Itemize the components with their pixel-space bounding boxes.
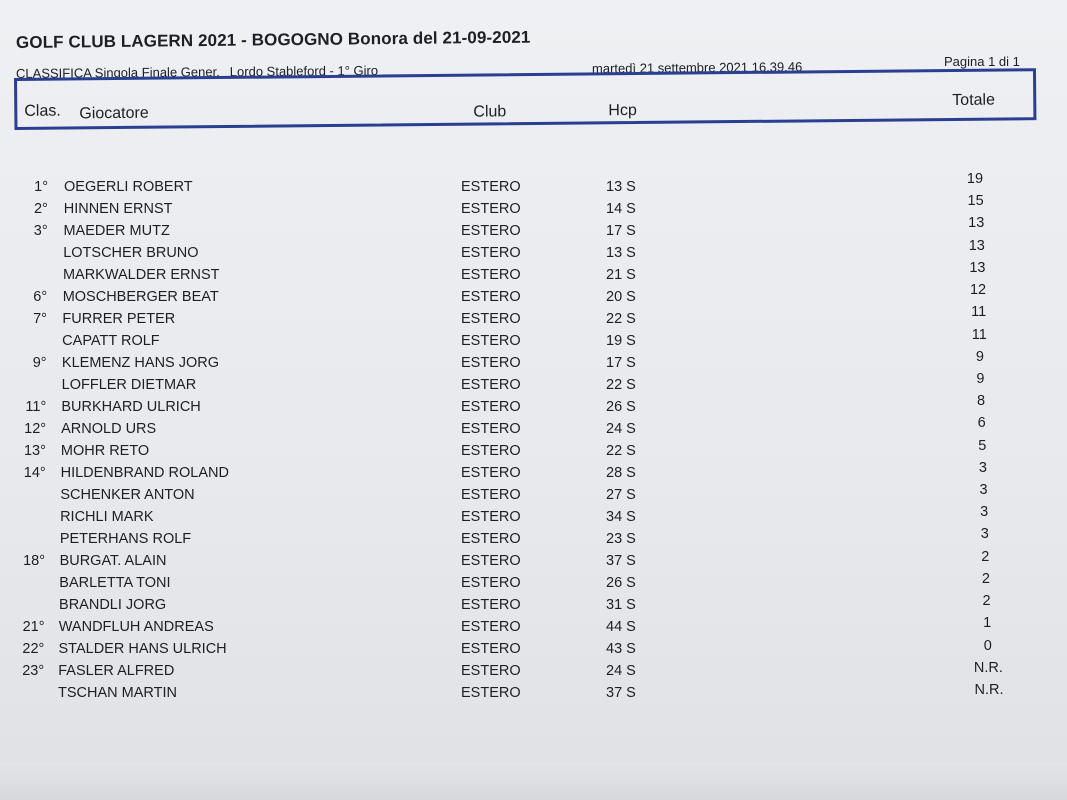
row-position: 23° <box>22 663 45 679</box>
row-total: 11 <box>971 326 987 343</box>
row-club: ESTERO <box>461 355 521 371</box>
table-row <box>0 259 1067 287</box>
row-total: 19 <box>966 171 984 187</box>
row-player-name: LOFFLER DIETMAR <box>61 377 197 393</box>
row-total: 9 <box>975 348 984 365</box>
row-total: 2 <box>981 548 990 565</box>
row-hcp: 37 S <box>606 685 636 701</box>
row-player-name: KLEMENZ HANS JORG <box>61 355 220 371</box>
row-club: ESTERO <box>461 465 521 481</box>
row-club: ESTERO <box>461 223 521 239</box>
row-player-name: LOTSCHER BRUNO <box>63 245 199 261</box>
row-position: 11° <box>25 399 47 415</box>
ranking-format: Lordo Stableford - 1° Giro <box>229 62 379 80</box>
row-player-name: WANDFLUH ANDREAS <box>58 619 214 635</box>
row-position: 14° <box>23 465 46 481</box>
row-club: ESTERO <box>461 179 521 195</box>
row-total: 2 <box>981 570 990 587</box>
row-hcp: 17 S <box>606 223 636 239</box>
row-player-name: STALDER HANS ULRICH <box>58 641 227 657</box>
row-club: ESTERO <box>461 619 521 635</box>
row-hcp: 44 S <box>606 619 636 635</box>
row-player-name: HILDENBRAND ROLAND <box>60 465 229 481</box>
row-club: ESTERO <box>461 399 521 415</box>
table-row <box>0 682 1067 705</box>
row-player-name: CAPATT ROLF <box>62 333 160 349</box>
row-position: 18° <box>23 553 46 569</box>
row-club: ESTERO <box>461 201 521 217</box>
page-number: Pagina 1 di 1 <box>944 54 1020 69</box>
row-total: N.R. <box>973 659 1003 676</box>
row-hcp: 31 S <box>606 597 636 613</box>
row-hcp: 20 S <box>606 289 636 305</box>
row-player-name: BARLETTA TONI <box>59 575 171 591</box>
row-hcp: 24 S <box>606 421 636 437</box>
row-club: ESTERO <box>461 245 521 261</box>
row-total: 13 <box>968 237 985 254</box>
row-club: ESTERO <box>461 333 521 349</box>
row-player-name: BURGAT. ALAIN <box>59 553 167 569</box>
row-hcp: 26 S <box>606 575 636 591</box>
row-club: ESTERO <box>461 377 521 393</box>
col-header-hcp: Hcp <box>608 102 637 120</box>
row-club: ESTERO <box>461 641 521 657</box>
row-player-name: MOSCHBERGER BEAT <box>62 289 219 305</box>
row-total: 8 <box>977 393 986 410</box>
ranking-type: CLASSIFICA Singola Finale Gener. <box>15 64 220 81</box>
row-total: 13 <box>968 215 985 232</box>
print-timestamp: martedì 21 settembre 2021 16.39.46 <box>591 59 803 76</box>
table-row <box>0 437 1067 463</box>
row-hcp: 13 S <box>606 245 636 261</box>
table-row <box>0 415 1067 441</box>
table-row <box>0 393 1067 419</box>
row-club: ESTERO <box>461 311 521 327</box>
row-position: 22° <box>22 641 45 657</box>
row-hcp: 43 S <box>606 641 636 657</box>
row-hcp: 22 S <box>606 443 636 459</box>
row-hcp: 37 S <box>606 553 636 569</box>
row-player-name: BURKHARD ULRICH <box>61 399 201 415</box>
row-club: ESTERO <box>461 575 521 591</box>
row-club: ESTERO <box>461 597 521 613</box>
row-position: 3° <box>33 223 48 239</box>
row-position: 7° <box>33 311 47 327</box>
table-row <box>0 570 1067 595</box>
row-total: 3 <box>980 526 989 543</box>
row-club: ESTERO <box>461 663 521 679</box>
row-hcp: 26 S <box>606 399 636 415</box>
row-position: 12° <box>24 421 47 437</box>
table-row <box>0 326 1067 353</box>
row-club: ESTERO <box>461 289 521 305</box>
row-hcp: 19 S <box>606 333 636 349</box>
table-row <box>0 282 1067 309</box>
row-hcp: 34 S <box>606 509 636 525</box>
row-total: 6 <box>977 415 986 432</box>
row-club: ESTERO <box>461 685 521 701</box>
row-position: 1° <box>34 179 48 195</box>
table-row <box>0 482 1067 507</box>
row-total: 2 <box>982 593 991 610</box>
table-row <box>0 637 1067 661</box>
row-player-name: TSCHAN MARTIN <box>58 685 177 701</box>
row-total: 3 <box>980 504 989 521</box>
row-player-name: FURRER PETER <box>62 311 176 327</box>
col-header-club: Club <box>473 103 507 121</box>
row-club: ESTERO <box>461 267 521 283</box>
row-total: 1 <box>983 615 992 632</box>
table-row <box>0 193 1067 221</box>
table-row <box>0 370 1067 397</box>
row-total: 3 <box>979 482 988 499</box>
col-header-position: Clas. <box>24 102 61 120</box>
row-club: ESTERO <box>461 531 521 547</box>
table-row <box>0 459 1067 485</box>
row-hcp: 24 S <box>606 663 636 679</box>
table-row <box>0 593 1067 617</box>
row-club: ESTERO <box>461 487 521 503</box>
row-hcp: 13 S <box>606 179 636 195</box>
row-position: 6° <box>33 289 48 305</box>
table-row <box>0 171 1067 199</box>
row-total: N.R. <box>974 682 1004 698</box>
table-row <box>0 526 1067 551</box>
row-hcp: 22 S <box>606 311 636 327</box>
table-row <box>0 504 1067 529</box>
col-header-total: Totale <box>952 91 996 109</box>
row-player-name: FASLER ALFRED <box>58 663 175 679</box>
row-club: ESTERO <box>461 443 521 459</box>
row-total: 3 <box>978 459 987 476</box>
row-player-name: MARKWALDER ERNST <box>62 267 220 283</box>
row-total: 9 <box>976 370 985 387</box>
table-row <box>0 237 1067 265</box>
table-row <box>0 615 1067 639</box>
col-header-player: Giocatore <box>79 104 149 123</box>
row-player-name: SCHENKER ANTON <box>60 487 195 503</box>
row-total: 11 <box>971 304 987 321</box>
row-total: 13 <box>969 259 986 276</box>
row-club: ESTERO <box>461 509 521 525</box>
table-row <box>0 548 1067 573</box>
row-position: 2° <box>33 201 48 217</box>
row-position: 21° <box>22 619 45 635</box>
table-row <box>0 304 1067 331</box>
row-total: 15 <box>967 193 984 210</box>
row-position: 9° <box>32 355 47 371</box>
row-hcp: 14 S <box>606 201 636 217</box>
row-club: ESTERO <box>461 553 521 569</box>
row-total: 5 <box>978 437 987 454</box>
row-hcp: 23 S <box>606 531 636 547</box>
row-player-name: MAEDER MUTZ <box>63 223 170 239</box>
document-title: GOLF CLUB LAGERN 2021 - BOGOGNO Bonora del 21-09-2021 <box>15 27 531 52</box>
row-hcp: 22 S <box>606 377 636 393</box>
row-club: ESTERO <box>461 421 521 437</box>
row-position: 13° <box>23 443 46 459</box>
row-player-name: OEGERLI ROBERT <box>64 179 193 195</box>
table-row <box>0 348 1067 375</box>
row-player-name: BRANDLI JORG <box>59 597 167 613</box>
table-row <box>0 659 1067 683</box>
row-hcp: 21 S <box>606 267 636 283</box>
row-player-name: ARNOLD URS <box>61 421 157 437</box>
row-hcp: 27 S <box>606 487 636 503</box>
row-total: 12 <box>969 282 987 299</box>
row-player-name: PETERHANS ROLF <box>59 531 192 547</box>
row-player-name: HINNEN ERNST <box>63 201 173 217</box>
row-hcp: 17 S <box>606 355 636 371</box>
row-player-name: MOHR RETO <box>60 443 150 459</box>
row-player-name: RICHLI MARK <box>60 509 154 525</box>
table-row <box>0 215 1067 243</box>
row-total: 0 <box>983 637 992 654</box>
row-hcp: 28 S <box>606 465 636 481</box>
